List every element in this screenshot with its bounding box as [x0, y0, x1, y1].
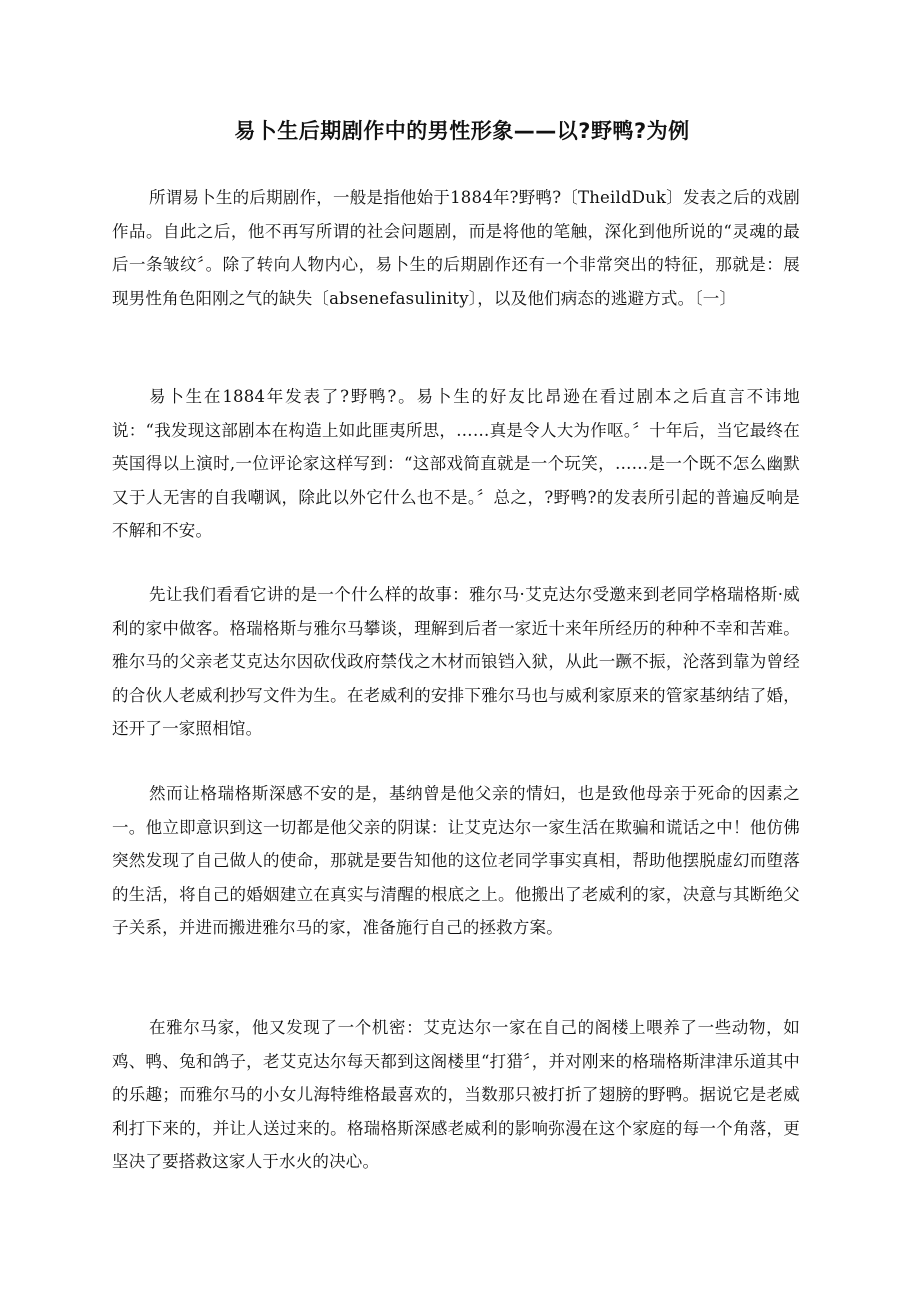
paragraph-3: 先让我们看看它讲的是一个什么样的故事：雅尔马·艾克达尔受邀来到老同学格瑞格斯·威利的家中做客。格瑞格斯与雅尔马攀谈，理解到后者一家近十来年所经历的种种不幸和苦难。雅尔马的父亲老艾克达尔因砍伐政府禁伐之木材而锒铛入狱，从此一蹶不振，沦落到靠为曾经的合伙人老威利抄写文件为生。在老威利的安排下雅尔马也与威利家原来的管家基纳结了婚，还开了一家照相馆。 [112, 585, 800, 739]
paragraph-5: 在雅尔马家，他又发现了一个机密：艾克达尔一家在自己的阁楼上喂养了一些动物，如鸡、鸭、兔和鸽子，老艾克达尔每天都到这阁楼里“打猎〞，并对刚来的格瑞格斯津津乐道其中的乐趣；而雅尔马的小女儿海特维格最喜欢的，当数那只被打折了翅膀的野鸭。据说它是老威利打下来的，并让人送过来的。格瑞格斯深感老威利的影响弥漫在这个家庭的每一个角落，更坚决了要搭救这家人于水火的决心。 [112, 1018, 800, 1172]
paragraph-4: 然而让格瑞格斯深感不安的是，基纳曾是他父亲的情妇，也是致他母亲于死命的因素之一。他立即意识到这一切都是他父亲的阴谋：让艾克达尔一家生活在欺骗和谎话之中！他仿佛突然发现了自己做人的使命，那就是要告知他的这位老同学事实真相，帮助他摆脱虚幻而堕落的生活，将自己的婚姻建立在真实与清醒的根底之上。他搬出了老威利的家，决意与其断绝父子关系，并进而搬进雅尔马的家，准备施行自己的拯救方案。 [112, 784, 800, 938]
paragraph-1: 所谓易卜生的后期剧作，一般是指他始于1884年?野鸭?〔TheildDuk〕发表之后的戏剧作品。自此之后，他不再写所谓的社会问题剧，而是将他的笔触，深化到他所说的“灵魂的最后一条皱纹〞。除了转向人物内心，易卜生的后期剧作还有一个非常突出的特征，那就是：展现男性角色阳刚之气的缺失〔absenefasulinity〕，以及他们病态的逃避方式。〔一〕 [112, 188, 800, 308]
paragraph-2: 易卜生在1884年发表了?野鸭?。易卜生的好友比昂逊在看过剧本之后直言不讳地说：“我发现这部剧本在构造上如此匪夷所思，……真是令人大为作呕。〞十年后，当它最终在英国得以上演时,一位评论家这样写到：“这部戏简直就是一个玩笑，……是一个既不怎么幽默又于人无害的自我嘲讽，除此以外它什么也不是。〞总之，?野鸭?的发表所引起的普遍反响是不解和不安。 [112, 387, 800, 541]
page-title: 易卜生后期剧作中的男性形象——以?野鸭?为例 [234, 119, 690, 143]
